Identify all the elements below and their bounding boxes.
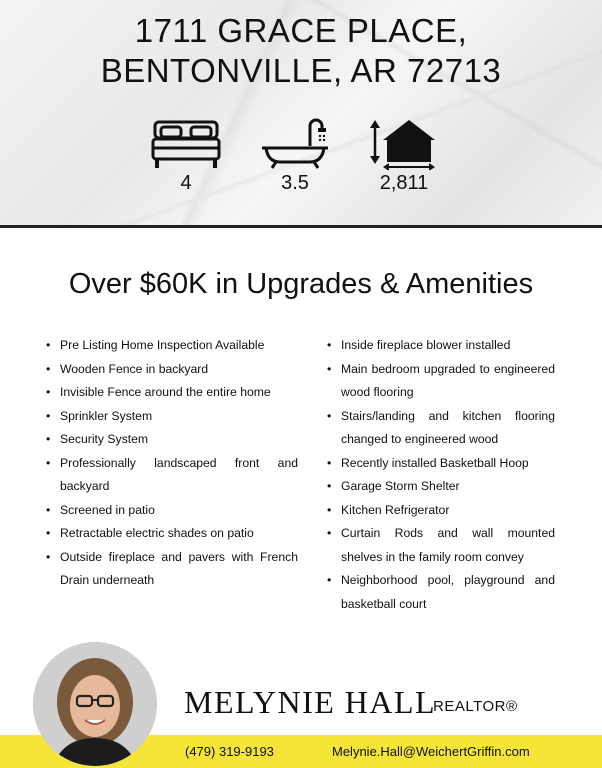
address-line-2: BENTONVILLE, AR 72713 [100, 52, 502, 89]
feature-item: • Recently installed Basketball Hoop [327, 452, 555, 476]
feature-item: • Curtain Rods and wall mounted shelves in the family room convey [327, 522, 555, 569]
bed-icon [151, 118, 221, 170]
feature-item: • Main bedroom upgraded to engineered wood flooring [327, 358, 555, 405]
feature-item: • Garage Storm Shelter [327, 475, 555, 499]
features-list-left [46, 334, 298, 593]
agent-portrait-icon [33, 642, 157, 766]
header-banner [0, 0, 602, 228]
feature-item: • Neighborhood pool, playground and basketball court [327, 569, 555, 616]
sqft-stat [359, 118, 449, 195]
feature-item: • Security System [46, 428, 298, 452]
address-line-1: 1711 GRACE PLACE, [134, 12, 468, 49]
house-size-icon [369, 118, 439, 170]
agent-photo [33, 642, 157, 766]
bathtub-icon [260, 118, 330, 170]
feature-item: • Retractable electric shades on patio [46, 522, 298, 546]
feature-item: • Stairs/landing and kitchen flooring changed to engineered wood [327, 405, 555, 452]
feature-item: • Wooden Fence in backyard [46, 358, 298, 382]
upgrades-heading: Over $60K in Upgrades & Amenities [68, 268, 534, 300]
feature-item: • Inside fireplace blower installed [327, 334, 555, 358]
feature-item: • Screened in patio [46, 499, 298, 523]
feature-item: • Pre Listing Home Inspection Available [46, 334, 298, 358]
sqft-value: 2,811 [379, 172, 429, 194]
features-list-right [327, 334, 555, 616]
baths-stat [250, 118, 340, 195]
agent-phone[interactable]: (479) 319-9193 [185, 744, 274, 759]
feature-item: • Kitchen Refrigerator [327, 499, 555, 523]
feature-item: • Sprinkler System [46, 405, 298, 429]
feature-item: • Invisible Fence around the entire home [46, 381, 298, 405]
agent-title: REALTOR® [433, 698, 518, 715]
agent-name: MELYNIE HALL [184, 684, 437, 720]
beds-stat [141, 118, 231, 195]
agent-email[interactable]: Melynie.Hall@WeichertGriffin.com [332, 744, 530, 759]
feature-item: • Outside fireplace and pavers with French Drain underneath [46, 546, 298, 593]
beds-value: 4 [180, 172, 192, 194]
feature-item: • Professionally landscaped front and backyard [46, 452, 298, 499]
baths-value: 3.5 [281, 172, 309, 194]
